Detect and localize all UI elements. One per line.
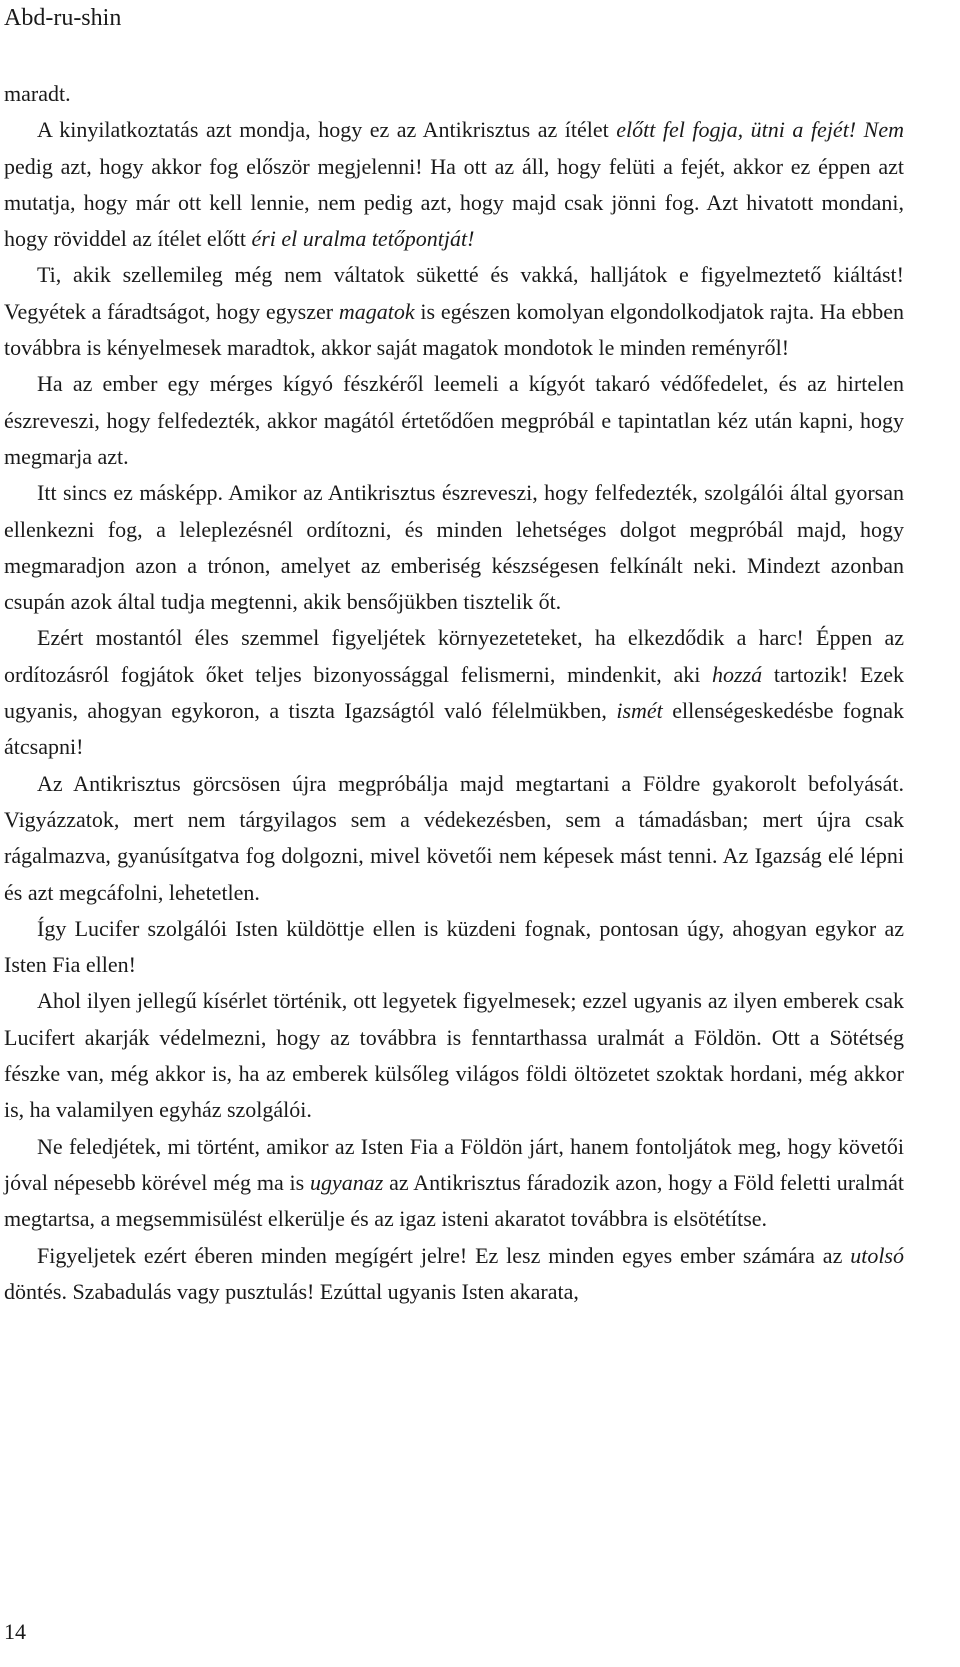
paragraph xyxy=(4,257,904,366)
paragraph xyxy=(4,620,904,765)
text-run: Ezért mostantól éles szemmel figyeljétek környezeteteket, ha elkezdődik a harc! Éppen az ordítozásról fogjátok őket teljes bizonyossággal felismerni, mindenkit, aki xyxy=(4,625,904,687)
text-run: A kinyilatkoztatás azt mondja, hogy ez az Antikrisztus az ítélet xyxy=(37,117,617,143)
italic-run: hozzá xyxy=(712,661,763,687)
italic-run: éri el uralma tetőpontját! xyxy=(251,226,475,252)
paragraph xyxy=(4,911,904,984)
paragraph xyxy=(4,76,904,112)
text-run: is egészen komolyan elgondolkodjatok rajta. Ha ebben továbbra is kényelmesek maradtok, akkor saját magatok mondotok le minden reményről! xyxy=(4,298,904,361)
paragraph xyxy=(4,983,904,1128)
italic-run: előtt fel fogja, ütni a fejét! xyxy=(616,117,857,143)
italic-run: Nem xyxy=(863,117,904,143)
text-run: Itt sincs ez másképp. Amikor az Antikrisztus észreveszi, hogy felfedezték, szolgálói által gyorsan ellenkezni fog, a leleplezésnél ordítozni, és minden lehetséges dolgot megpróbál majd, hogy megmaradjon azon a trónon, amelyet az emberiség készségesen felkínált neki. Mindezt azonban csupán azok által tudja megtenni, akik bensőjükben tisztelik őt. xyxy=(4,480,904,615)
paragraph xyxy=(4,1238,904,1311)
italic-run: magatok xyxy=(338,298,415,324)
text-run: Így Lucifer szolgálói Isten küldöttje ellen is küzdeni fognak, pontosan úgy, ahogyan egykor az Isten Fia ellen! xyxy=(4,915,904,978)
page-number: 14 xyxy=(4,1619,26,1644)
text-run: döntés. Szabadulás vagy pusztulás! Ezúttal ugyanis Isten akarata, xyxy=(4,1278,579,1304)
text-run: tartozik! Ezek ugyanis, ahogyan egykoron, a tiszta Igazságtól való félelmükben, xyxy=(4,661,904,724)
italic-run: ismét xyxy=(616,698,663,724)
text-run: maradt. xyxy=(4,81,71,106)
text-run: Ahol ilyen jellegű kísérlet történik, ott legyetek figyelmesek; ezzel ugyanis az ilyen emberek csak Lucifert akarják védelmezni, hogy az továbbra is fenntarthassa uralmát a Földön. Ott a Sötétség fészke van, még akkor is, ha az emberek külsőleg világos földi öltözetet szoktak hordani, még akkor is, ha valamilyen egyház szolgálói. xyxy=(4,988,904,1123)
italic-run: ugyanaz xyxy=(309,1169,384,1195)
text-run: pedig azt, hogy akkor fog először megjelenni! Ha ott az áll, hogy felüti a fejét, akkor ez éppen azt mutatja, hogy már ott kell lennie, nem pedig azt, hogy majd csak jönni fog. Azt hivatott mondani, hogy röviddel az ítélet előtt xyxy=(4,153,904,252)
text-run: Ne feledjétek, mi történt, amikor az Isten Fia a Földön járt, hanem fontoljátok meg, hogy követői jóval népesebb körével még ma is xyxy=(4,1133,904,1195)
paragraph xyxy=(4,475,904,620)
text-run: ellenségeskedésbe fognak átcsapni! xyxy=(4,698,904,760)
body-text xyxy=(4,76,904,1310)
text-run: az Antikrisztus fáradozik azon, hogy a Föld feletti uralmát megtartsa, a megsemmisülést elkerülje és az igaz isteni akaratot továbbra is elsötétítse. xyxy=(4,1169,904,1232)
paragraph xyxy=(4,1129,904,1238)
text-run: Ti, akik szellemileg még nem váltatok süketté és vakká, halljátok e figyelmeztető kiáltást! Vegyétek a fáradtságot, hogy egyszer xyxy=(4,262,904,324)
paragraph xyxy=(4,112,904,257)
text-run xyxy=(856,117,864,142)
text-run: Figyeljetek ezért éberen minden megígért jelre! Ez lesz minden egyes ember számára az xyxy=(37,1242,851,1268)
italic-run: utolsó xyxy=(850,1242,904,1268)
paragraph xyxy=(4,366,904,475)
text-run: Ha az ember egy mérges kígyó fészkéről leemeli a kígyót takaró védőfedelet, és az hirtelen észreveszi, hogy felfedezték, akkor magától értetődően megpróbál e tapintatlan kéz után kapni, hogy megmarja azt. xyxy=(4,371,904,469)
paragraph xyxy=(4,766,904,911)
text-run: Az Antikrisztus görcsösen újra megpróbálja majd megtartani a Földre gyakorolt befolyását. Vigyázzatok, mert nem tárgyilagos sem a védekezésben, sem a támadásban; mert újra csak rágalmazva, gyanúsítgatva fog dolgozni, mivel követői nem képesek mást tenni. Az Igazság elé lépni és azt megcáfolni, lehetetlen. xyxy=(4,770,904,905)
running-head: Abd-ru-shin xyxy=(4,5,122,31)
